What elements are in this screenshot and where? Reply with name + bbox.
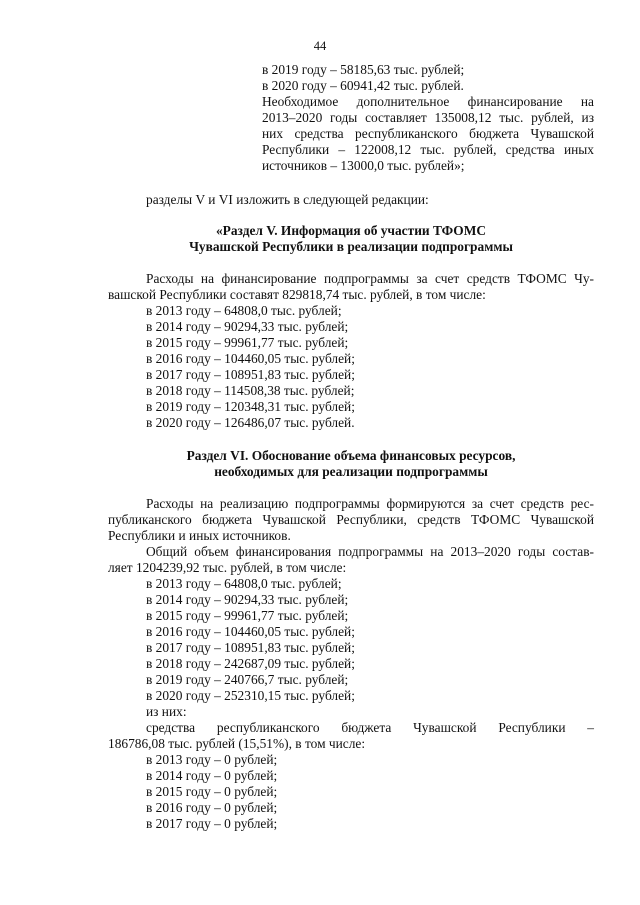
para-line: Республики и иных источников. <box>108 528 291 543</box>
list-item: в 2014 году – 0 рублей; <box>146 768 278 783</box>
para-line: Общий объем финансирования подпрограммы на 2013–2020 годы состав- <box>146 544 594 559</box>
list-item: в 2017 году – 0 рублей; <box>146 816 278 831</box>
para-line: ляет 1204239,92 тыс. рублей, в том числе: <box>108 560 347 575</box>
para-line: средства республиканского бюджета Чувашской Республики – <box>146 720 594 735</box>
of-them-label: из них: <box>146 704 187 719</box>
list-item: в 2020 году – 252310,15 тыс. рублей; <box>146 688 355 703</box>
list-item: в 2017 году – 108951,83 тыс. рублей; <box>146 640 355 655</box>
intro-para-line: Необходимое дополнительное финансирование на <box>262 94 594 109</box>
intro-year-line: в 2019 году – 58185,63 тыс. рублей; <box>262 62 465 77</box>
intro-para-line: Республики – 122008,12 тыс. рублей, средства иных <box>262 142 594 157</box>
list-item: в 2018 году – 242687,09 тыс. рублей; <box>146 656 355 671</box>
budget-years <box>146 752 277 832</box>
intro-para-line: них средства республиканского бюджета Чувашской <box>262 126 594 141</box>
list-item: в 2016 году – 104460,05 тыс. рублей; <box>146 624 355 639</box>
sections-intro: разделы V и VI изложить в следующей редакции: <box>146 192 429 207</box>
para-line: Расходы на финансирование подпрограммы за счет средств ТФОМС Чу- <box>146 271 594 286</box>
list-item: в 2014 году – 90294,33 тыс. рублей; <box>146 592 349 607</box>
list-item: в 2016 году – 0 рублей; <box>146 800 278 815</box>
list-item: в 2013 году – 64808,0 тыс. рублей; <box>146 576 342 591</box>
intro-para-line: источников – 13000,0 тыс. рублей»; <box>262 158 465 173</box>
page-number: 44 <box>313 39 327 53</box>
list-item: в 2013 году – 0 рублей; <box>146 752 278 767</box>
para-line: 186786,08 тыс. рублей (15,51%), в том числе: <box>108 736 366 751</box>
section6-para1 <box>108 496 594 544</box>
intro-block <box>262 62 594 174</box>
list-item: в 2013 году – 64808,0 тыс. рублей; <box>146 303 342 318</box>
list-item: в 2019 году – 120348,31 тыс. рублей; <box>146 399 355 414</box>
list-item: в 2015 году – 99961,77 тыс. рублей; <box>146 335 349 350</box>
para-line: Расходы на реализацию подпрограммы формируются за счет средств рес- <box>146 496 594 511</box>
intro-year-line: в 2020 году – 60941,42 тыс. рублей. <box>262 78 464 93</box>
section6-para2 <box>108 544 594 576</box>
list-item: в 2016 году – 104460,05 тыс. рублей; <box>146 351 355 366</box>
list-item: в 2014 году – 90294,33 тыс. рублей; <box>146 319 349 334</box>
list-item: в 2019 году – 240766,7 тыс. рублей; <box>146 672 349 687</box>
para-line: публиканского бюджета Чувашской Республики, средств ТФОМС Чувашской <box>108 512 594 527</box>
para-line: вашской Республики составят 829818,74 тыс. рублей, в том числе: <box>108 287 486 302</box>
list-item: в 2017 году – 108951,83 тыс. рублей; <box>146 367 355 382</box>
list-item: в 2018 году – 114508,38 тыс. рублей; <box>146 383 355 398</box>
section5-title: «Раздел V. Информация об участии ТФОМС Чувашской Республики в реализации подпрограммы <box>189 223 513 254</box>
section6-title: Раздел VI. Обоснование объема финансовых ресурсов, необходимых для реализации подпрограммы <box>186 448 516 479</box>
list-item: в 2015 году – 0 рублей; <box>146 784 278 799</box>
intro-para-line: 2013–2020 годы составляет 135008,12 тыс. рублей, из <box>262 110 594 125</box>
list-item: в 2020 году – 126486,07 тыс. рублей. <box>146 415 355 430</box>
section5-years <box>146 303 355 431</box>
budget-para <box>108 720 594 752</box>
section5-para <box>108 271 594 303</box>
list-item: в 2015 году – 99961,77 тыс. рублей; <box>146 608 349 623</box>
section6-years <box>146 576 355 720</box>
